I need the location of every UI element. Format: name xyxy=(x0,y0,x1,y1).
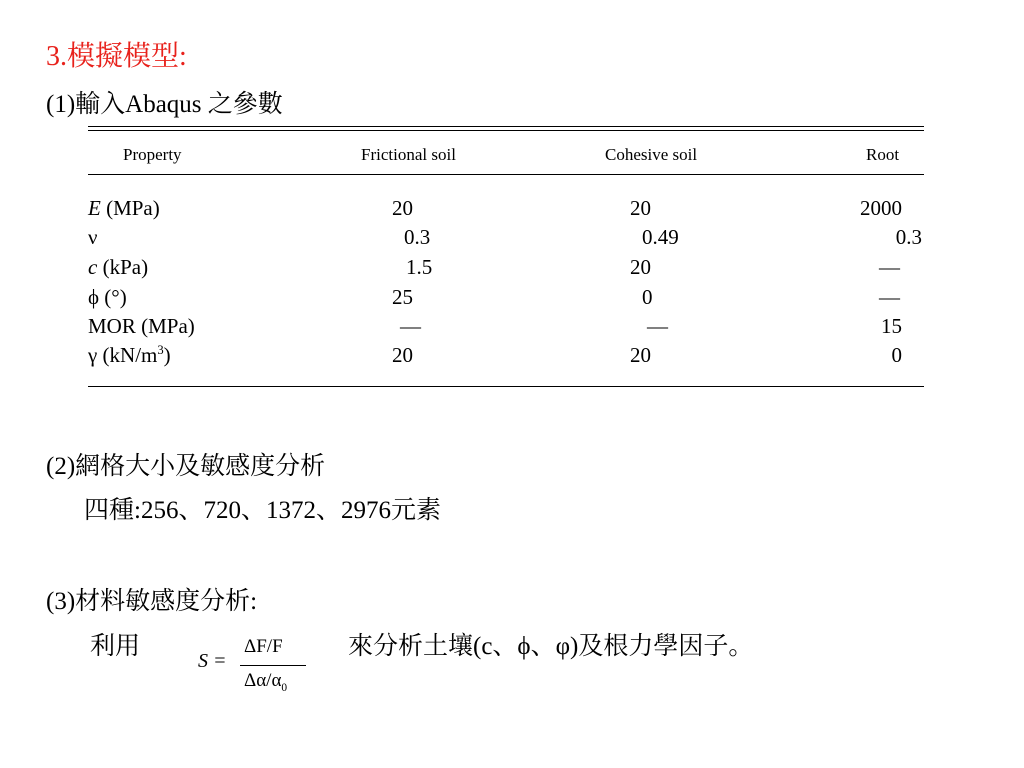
col-header-cohesive: Cohesive soil xyxy=(605,145,698,164)
table-top-rule xyxy=(88,126,924,127)
section-3-heading: (3)材料敏感度分析: xyxy=(46,588,258,615)
table-bottom-rule xyxy=(88,386,924,387)
row-label-mor: MOR (MPa) xyxy=(88,314,195,338)
row-label-nu: ν xyxy=(88,225,98,249)
formula-description: 來分析土壤(c、ϕ、φ)及根力學因子。 xyxy=(348,633,754,660)
col-header-root: Root xyxy=(866,145,900,164)
cell-cohesive: 0 xyxy=(642,285,653,309)
row-label-phi: ϕ (°) xyxy=(88,285,127,309)
formula-numerator: ΔF/F xyxy=(244,636,283,657)
cell-cohesive: 20 xyxy=(630,343,651,367)
table-header-rule xyxy=(88,174,924,175)
cell-root: 2000 xyxy=(860,196,902,220)
row-label-gamma: γ $(kN/m^3)$ xyxy=(88,343,171,367)
cell-root: 15 xyxy=(881,314,902,338)
cell-frictional: 20 xyxy=(392,196,413,220)
formula-lhs: S = xyxy=(198,650,227,672)
cell-cohesive: — xyxy=(647,314,668,338)
col-header-frictional: Frictional soil xyxy=(361,145,456,164)
cell-frictional: — xyxy=(400,314,421,338)
row-label-e: E (MPa) xyxy=(88,196,160,220)
cell-root: 0.3 xyxy=(895,225,922,249)
use-label: 利用 xyxy=(90,633,141,660)
row-label-c: c (kPa) xyxy=(88,255,149,279)
table-top-rule-2 xyxy=(88,130,924,131)
section-2-heading: (2)網格大小及敏感度分析 xyxy=(46,453,326,480)
mesh-sizes-text: 四種:256、720、1372、2976元素 xyxy=(84,497,441,524)
cell-frictional: 1.5 xyxy=(406,255,433,279)
cell-root: — xyxy=(879,255,900,279)
fraction-bar xyxy=(240,665,306,666)
section-1-heading: (1)輸入Abaqus 之參數 xyxy=(46,91,283,118)
cell-root: — xyxy=(879,285,900,309)
cell-cohesive: 0.49 xyxy=(642,225,679,249)
col-header-property: Property xyxy=(123,145,182,164)
cell-cohesive: 20 xyxy=(630,255,651,279)
formula-denominator: $\Delta\alpha/\alpha_0$ xyxy=(244,670,288,694)
cell-frictional: 20 xyxy=(392,343,413,367)
cell-cohesive: 20 xyxy=(630,196,651,220)
cell-frictional: 0.3 xyxy=(404,225,431,249)
slide-title: 3.模擬模型: xyxy=(46,41,187,72)
sensitivity-formula xyxy=(198,632,310,698)
cell-root: 0 xyxy=(891,343,902,367)
cell-frictional: 25 xyxy=(392,285,413,309)
